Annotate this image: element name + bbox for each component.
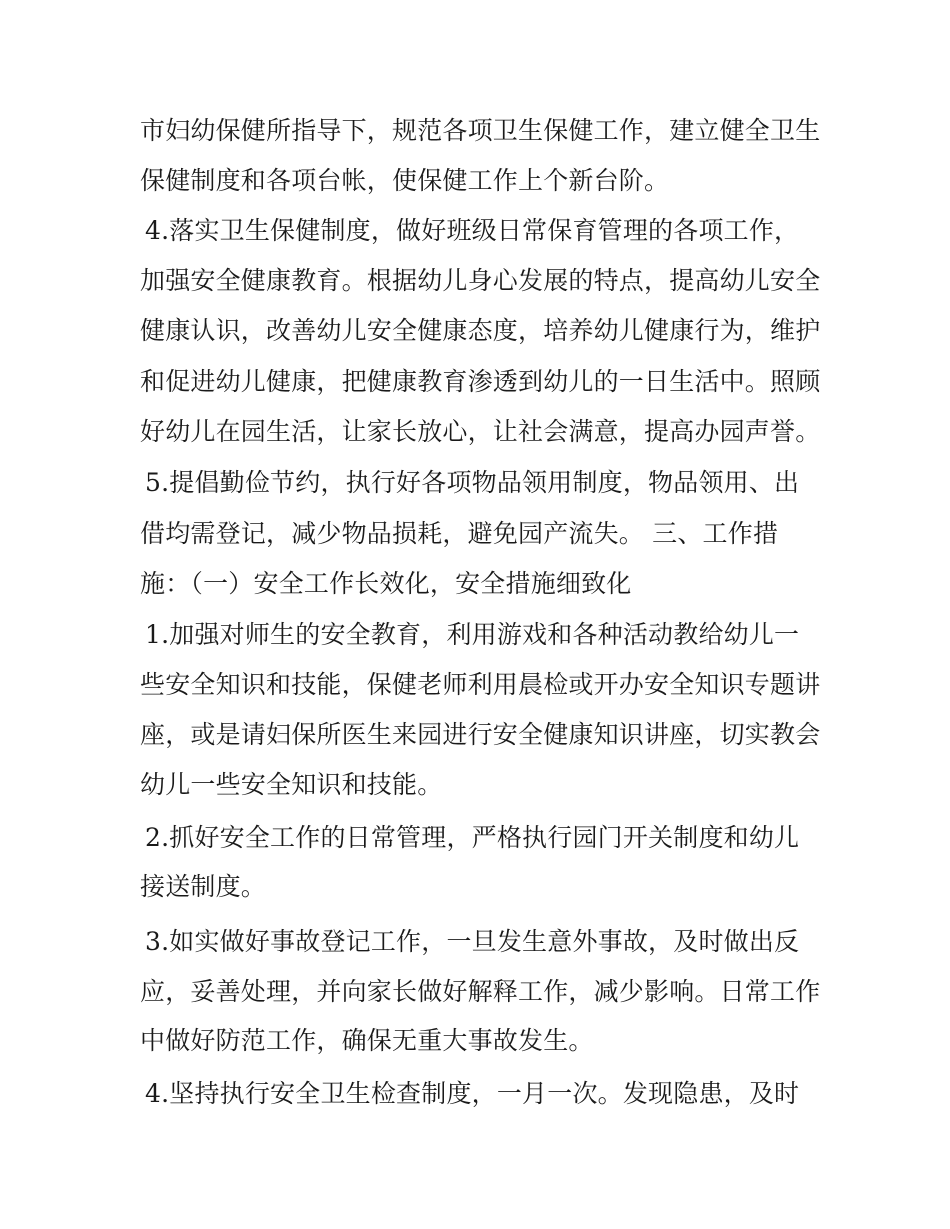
text-line: 健康认识，改善幼儿安全健康态度，培养幼儿健康行为，维护 [140,316,821,345]
text-line: 4.坚持执行安全卫生检查制度，一月一次。发现隐患，及时 [145,1079,800,1108]
text-line: 应，妥善处理，并向家长做好解释工作，减少影响。日常工作 [140,977,821,1006]
text-line: 好幼儿在园生活，让家长放心，让社会满意，提高办园声誉。 [140,417,821,446]
text-line: 5.提倡勤俭节约，执行好各项物品领用制度，物品领用、出 [145,468,800,497]
text-line: 市妇幼保健所指导下，规范各项卫生保健工作，建立健全卫生 [140,116,821,145]
text-line: 3.如实做好事故登记工作，一旦发生意外事故，及时做出反 [145,927,800,956]
text-line: 借均需登记，减少物品损耗，避免园产流失。 三、工作措 [140,519,779,548]
text-line: 加强安全健康教育。根据幼儿身心发展的特点，提高幼儿安全 [140,266,821,295]
text-line: 4.落实卫生保健制度，做好班级日常保育管理的各项工作， [145,216,800,245]
text-line: 中做好防范工作，确保无重大事故发生。 [140,1026,594,1055]
text-line: 1.加强对师生的安全教育，利用游戏和各种活动教给幼儿一 [145,620,800,649]
text-line: 施：（一）安全工作长效化，安全措施细致化 [140,569,632,598]
text-line: 座，或是请妇保所医生来园进行安全健康知识讲座，切实教会 [140,720,821,749]
text-line: 2.抓好安全工作的日常管理，严格执行园门开关制度和幼儿 [145,823,800,852]
text-line: 幼儿一些安全知识和技能。 [140,770,443,799]
text-line: 接送制度。 [140,872,267,901]
text-line: 些安全知识和技能，保健老师利用晨检或开办安全知识专题讲 [140,670,821,699]
text-line: 和促进幼儿健康，把健康教育渗透到幼儿的一日生活中。照顾 [140,367,821,396]
text-line: 保健制度和各项台帐，使保健工作上个新台阶。 [140,166,670,195]
